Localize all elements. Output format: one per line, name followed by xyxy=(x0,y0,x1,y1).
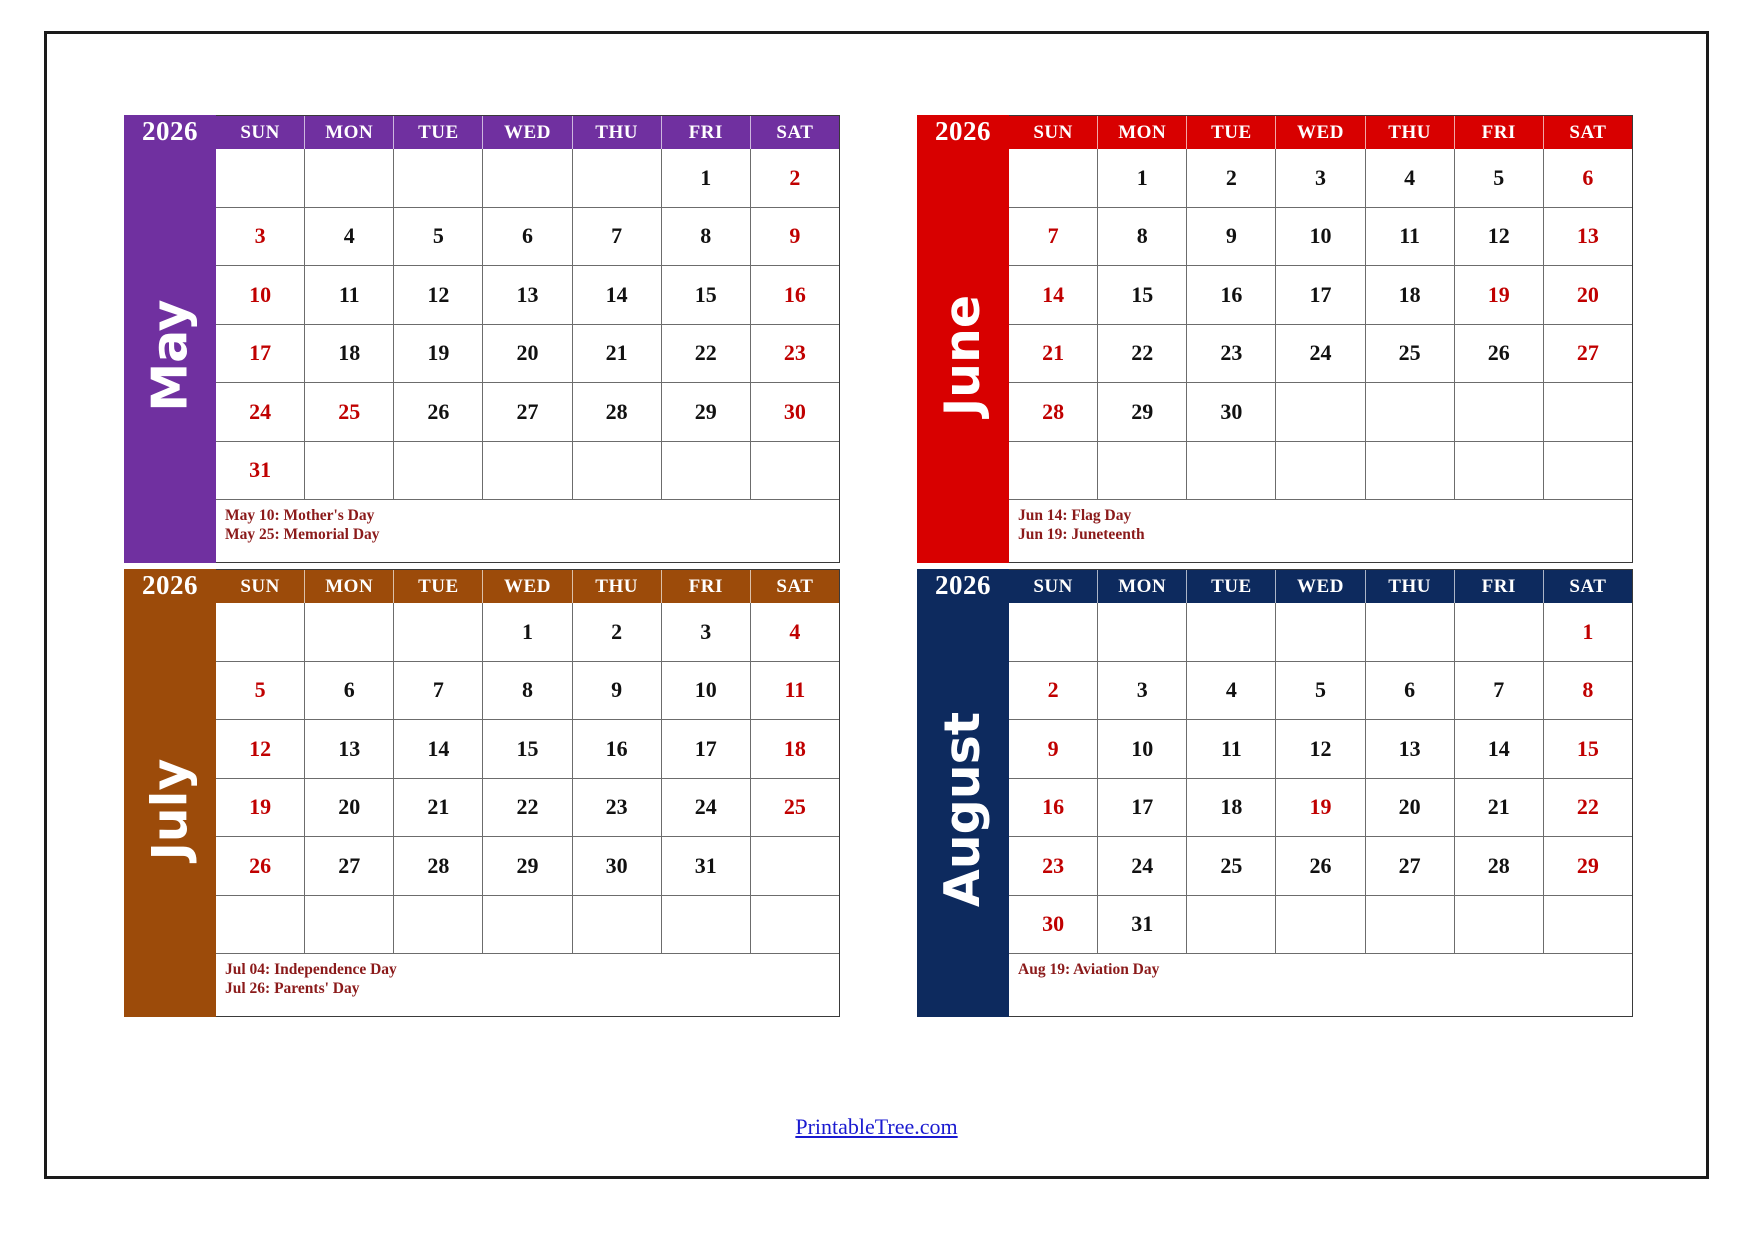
day-cell[interactable]: 18 xyxy=(783,735,806,761)
day-cell[interactable]: 19 xyxy=(1455,266,1544,324)
day-cell[interactable]: 15 xyxy=(483,720,572,778)
day-cell[interactable]: 15 xyxy=(662,266,751,324)
day-cell[interactable]: 13 xyxy=(1366,720,1455,778)
day-cell[interactable]: 10 xyxy=(662,662,751,720)
day-cell[interactable]: 20 xyxy=(483,325,572,383)
weekday-label-sun: SUN xyxy=(216,570,305,603)
day-cell[interactable]: 23 xyxy=(783,340,806,366)
day-cell[interactable]: 30 xyxy=(573,837,662,895)
day-cell[interactable]: 2 xyxy=(789,164,801,190)
day-cell-empty xyxy=(1276,896,1365,954)
day-cell[interactable]: 14 xyxy=(394,720,483,778)
day-cell[interactable]: 4 xyxy=(305,208,394,266)
week-row xyxy=(216,720,839,779)
day-cell[interactable]: 17 xyxy=(216,325,305,383)
day-cell-empty xyxy=(305,896,394,954)
weekday-label-wed: WED xyxy=(1276,570,1365,603)
day-cell[interactable]: 18 xyxy=(305,325,394,383)
weekday-label-mon: MON xyxy=(1098,116,1187,149)
day-cell[interactable]: 3 xyxy=(1276,149,1365,207)
day-cell-empty xyxy=(751,837,839,895)
day-cell[interactable]: 28 xyxy=(1455,837,1544,895)
day-cell-empty xyxy=(216,603,305,661)
footer-link[interactable]: PrintableTree.com xyxy=(795,1114,958,1139)
month-table-june xyxy=(1009,115,1633,563)
month-name-june: June xyxy=(934,294,992,417)
weeks-july xyxy=(216,603,839,954)
day-cell[interactable]: 27 xyxy=(483,383,572,441)
day-cell[interactable]: 13 xyxy=(483,266,572,324)
footer xyxy=(47,1114,1706,1140)
year-label-june: 2026 xyxy=(935,116,991,146)
day-cell[interactable]: 27 xyxy=(1366,837,1455,895)
day-cell[interactable]: 11 xyxy=(1187,720,1276,778)
weekday-header-july xyxy=(216,570,839,603)
weekday-header-may xyxy=(216,116,839,149)
day-cell[interactable]: 7 xyxy=(1455,662,1544,720)
day-cell-empty xyxy=(1366,383,1455,441)
month-name-wrap-august xyxy=(917,602,1009,1017)
week-row xyxy=(1009,837,1632,896)
weekday-label-sat: SAT xyxy=(776,121,814,143)
weekday-label-sun: SUN xyxy=(1009,570,1098,603)
day-cell-empty xyxy=(483,442,572,500)
day-cell-empty xyxy=(394,149,483,207)
month-table-july xyxy=(216,569,840,1017)
month-block-july xyxy=(124,569,840,1017)
day-cell[interactable]: 30 xyxy=(1187,383,1276,441)
week-row xyxy=(1009,325,1632,384)
notes-july xyxy=(216,954,839,1016)
day-cell-empty xyxy=(1187,896,1276,954)
day-cell[interactable]: 27 xyxy=(305,837,394,895)
weekday-label-wed: WED xyxy=(1276,116,1365,149)
day-cell[interactable]: 9 xyxy=(1187,208,1276,266)
day-cell[interactable]: 14 xyxy=(573,266,662,324)
day-cell[interactable]: 21 xyxy=(1455,779,1544,837)
holiday-note: Jul 26: Parents' Day xyxy=(225,979,360,997)
calendar-grid xyxy=(47,34,1706,1176)
day-cell-empty xyxy=(662,442,751,500)
month-spine-august xyxy=(917,569,1009,1017)
week-row xyxy=(1009,266,1632,325)
weekday-label-tue: TUE xyxy=(394,116,483,149)
day-cell[interactable]: 20 xyxy=(1366,779,1455,837)
week-row xyxy=(216,325,839,384)
day-cell[interactable]: 17 xyxy=(1276,266,1365,324)
day-cell[interactable]: 12 xyxy=(1455,208,1544,266)
day-cell[interactable]: 18 xyxy=(1366,266,1455,324)
day-cell-empty xyxy=(751,896,839,954)
day-cell-empty xyxy=(1544,383,1632,441)
holiday-note: Aug 19: Aviation Day xyxy=(1018,961,1160,978)
day-cell-empty xyxy=(1009,603,1098,661)
weekday-label-sat: SAT xyxy=(1569,575,1607,597)
weekday-label-sun: SUN xyxy=(1009,116,1098,149)
weekday-label-thu: THU xyxy=(1366,570,1455,603)
day-cell[interactable]: 1 xyxy=(483,603,572,661)
day-cell[interactable]: 31 xyxy=(216,442,305,500)
weekday-label-fri: FRI xyxy=(662,570,751,603)
day-cell[interactable]: 13 xyxy=(1576,223,1599,249)
day-cell[interactable]: 22 xyxy=(662,325,751,383)
weekday-label-fri: FRI xyxy=(1455,116,1544,149)
holiday-note: Jul 04: Independence Day xyxy=(225,961,397,978)
day-cell[interactable]: 25 xyxy=(305,383,394,441)
day-cell[interactable]: 6 xyxy=(1582,164,1594,190)
day-cell-empty xyxy=(1366,603,1455,661)
holiday-note: May 10: Mother's Day xyxy=(225,507,375,524)
day-cell-empty xyxy=(305,442,394,500)
day-cell[interactable]: 9 xyxy=(789,223,801,249)
day-cell-empty xyxy=(573,149,662,207)
day-cell[interactable]: 13 xyxy=(305,720,394,778)
day-cell[interactable]: 17 xyxy=(662,720,751,778)
month-name-may: May xyxy=(141,299,199,412)
day-cell-empty xyxy=(394,442,483,500)
week-row xyxy=(216,208,839,267)
day-cell[interactable]: 2 xyxy=(1187,149,1276,207)
day-cell[interactable]: 11 xyxy=(305,266,394,324)
day-cell[interactable]: 22 xyxy=(483,779,572,837)
weekday-label-mon: MON xyxy=(305,570,394,603)
day-cell[interactable]: 8 xyxy=(1582,677,1594,703)
day-cell-empty xyxy=(1544,896,1632,954)
day-cell[interactable]: 7 xyxy=(573,208,662,266)
weekday-label-fri: FRI xyxy=(1455,570,1544,603)
month-name-wrap-june xyxy=(917,148,1009,563)
week-row xyxy=(216,779,839,838)
day-cell[interactable]: 26 xyxy=(394,383,483,441)
day-cell[interactable]: 31 xyxy=(662,837,751,895)
day-cell[interactable]: 16 xyxy=(573,720,662,778)
day-cell[interactable]: 23 xyxy=(1009,837,1098,895)
weeks-august xyxy=(1009,603,1632,954)
weekday-label-wed: WED xyxy=(483,116,572,149)
day-cell[interactable]: 19 xyxy=(216,779,305,837)
day-cell[interactable]: 3 xyxy=(1098,662,1187,720)
day-cell[interactable]: 23 xyxy=(1187,325,1276,383)
day-cell[interactable]: 31 xyxy=(1098,896,1187,954)
weekday-label-thu: THU xyxy=(573,116,662,149)
day-cell[interactable]: 7 xyxy=(1009,208,1098,266)
day-cell-empty xyxy=(662,896,751,954)
day-cell-empty xyxy=(573,442,662,500)
day-cell-empty xyxy=(1455,383,1544,441)
day-cell-empty xyxy=(1276,603,1365,661)
day-cell[interactable]: 29 xyxy=(483,837,572,895)
day-cell[interactable]: 16 xyxy=(1009,779,1098,837)
month-block-august xyxy=(917,569,1633,1017)
day-cell[interactable]: 21 xyxy=(394,779,483,837)
day-cell[interactable]: 11 xyxy=(784,677,806,703)
weekday-label-thu: THU xyxy=(1366,116,1455,149)
day-cell[interactable]: 15 xyxy=(1098,266,1187,324)
day-cell[interactable]: 28 xyxy=(394,837,483,895)
day-cell-empty xyxy=(1276,442,1365,500)
day-cell[interactable]: 26 xyxy=(1276,837,1365,895)
day-cell[interactable]: 29 xyxy=(662,383,751,441)
day-cell-empty xyxy=(483,896,572,954)
day-cell[interactable]: 10 xyxy=(1276,208,1365,266)
day-cell-empty xyxy=(751,442,839,500)
day-cell[interactable]: 25 xyxy=(1187,837,1276,895)
day-cell[interactable]: 16 xyxy=(1187,266,1276,324)
day-cell-empty xyxy=(1098,603,1187,661)
day-cell[interactable]: 23 xyxy=(573,779,662,837)
month-name-august: August xyxy=(934,711,992,908)
week-row xyxy=(216,383,839,442)
weekday-label-wed: WED xyxy=(483,570,572,603)
day-cell[interactable]: 11 xyxy=(1366,208,1455,266)
day-cell[interactable]: 5 xyxy=(1455,149,1544,207)
day-cell[interactable]: 6 xyxy=(305,662,394,720)
day-cell-empty xyxy=(1455,896,1544,954)
day-cell[interactable]: 15 xyxy=(1576,735,1599,761)
week-row xyxy=(216,442,839,501)
day-cell[interactable]: 1 xyxy=(1582,618,1594,644)
weekday-label-thu: THU xyxy=(573,570,662,603)
year-label-august: 2026 xyxy=(935,570,991,600)
day-cell[interactable]: 10 xyxy=(1098,720,1187,778)
day-cell-empty xyxy=(216,149,305,207)
day-cell[interactable]: 25 xyxy=(783,794,806,820)
day-cell[interactable]: 2 xyxy=(1009,662,1098,720)
weekday-label-fri: FRI xyxy=(662,116,751,149)
month-name-wrap-july xyxy=(124,602,216,1017)
day-cell[interactable]: 27 xyxy=(1576,340,1599,366)
day-cell[interactable]: 28 xyxy=(1009,383,1098,441)
month-block-june xyxy=(917,115,1633,563)
week-row xyxy=(216,603,839,662)
week-row xyxy=(1009,662,1632,721)
year-label-july: 2026 xyxy=(142,570,198,600)
day-cell-empty xyxy=(1187,603,1276,661)
day-cell[interactable]: 4 xyxy=(1187,662,1276,720)
week-row xyxy=(1009,442,1632,501)
month-spine-june xyxy=(917,115,1009,563)
day-cell[interactable]: 20 xyxy=(305,779,394,837)
weeks-may xyxy=(216,149,839,500)
day-cell[interactable]: 21 xyxy=(573,325,662,383)
day-cell[interactable]: 4 xyxy=(1366,149,1455,207)
week-row xyxy=(1009,720,1632,779)
month-name-july: July xyxy=(141,758,199,861)
day-cell-empty xyxy=(1366,896,1455,954)
holiday-note: Jun 19: Juneteenth xyxy=(1018,525,1145,543)
week-row xyxy=(1009,603,1632,662)
day-cell[interactable]: 28 xyxy=(573,383,662,441)
day-cell[interactable]: 12 xyxy=(216,720,305,778)
day-cell-empty xyxy=(1098,442,1187,500)
month-table-august xyxy=(1009,569,1633,1017)
day-cell-empty xyxy=(305,149,394,207)
day-cell[interactable]: 8 xyxy=(1098,208,1187,266)
day-cell-empty xyxy=(1455,442,1544,500)
day-cell-empty xyxy=(305,603,394,661)
day-cell[interactable]: 17 xyxy=(1098,779,1187,837)
day-cell[interactable]: 6 xyxy=(483,208,572,266)
day-cell[interactable]: 19 xyxy=(1276,779,1365,837)
week-row xyxy=(216,837,839,896)
day-cell[interactable]: 5 xyxy=(216,662,305,720)
weekday-label-tue: TUE xyxy=(1187,570,1276,603)
day-cell[interactable]: 24 xyxy=(1098,837,1187,895)
weekday-label-tue: TUE xyxy=(394,570,483,603)
weekday-label-mon: MON xyxy=(1098,570,1187,603)
day-cell[interactable]: 22 xyxy=(1576,794,1599,820)
weekday-header-august xyxy=(1009,570,1632,603)
day-cell[interactable]: 3 xyxy=(216,208,305,266)
holiday-note: May 25: Memorial Day xyxy=(225,525,380,543)
week-row xyxy=(1009,779,1632,838)
day-cell[interactable]: 29 xyxy=(1576,852,1599,878)
notes-may xyxy=(216,500,839,562)
weekday-label-mon: MON xyxy=(305,116,394,149)
day-cell-empty xyxy=(1187,442,1276,500)
day-cell-empty xyxy=(1009,442,1098,500)
day-cell-empty xyxy=(1366,442,1455,500)
month-name-wrap-may xyxy=(124,148,216,563)
week-row xyxy=(216,149,839,208)
day-cell-empty xyxy=(1455,603,1544,661)
day-cell[interactable]: 5 xyxy=(394,208,483,266)
day-cell[interactable]: 26 xyxy=(1455,325,1544,383)
weekday-label-sat: SAT xyxy=(1569,121,1607,143)
day-cell[interactable]: 29 xyxy=(1098,383,1187,441)
day-cell-empty xyxy=(483,149,572,207)
day-cell[interactable]: 1 xyxy=(1098,149,1187,207)
day-cell-empty xyxy=(573,896,662,954)
day-cell[interactable]: 14 xyxy=(1009,266,1098,324)
day-cell[interactable]: 19 xyxy=(394,325,483,383)
day-cell[interactable]: 12 xyxy=(394,266,483,324)
day-cell[interactable]: 24 xyxy=(662,779,751,837)
month-table-may xyxy=(216,115,840,563)
month-spine-may xyxy=(124,115,216,563)
day-cell[interactable]: 20 xyxy=(1576,281,1599,307)
day-cell[interactable]: 1 xyxy=(662,149,751,207)
weeks-june xyxy=(1009,149,1632,500)
holiday-note: Jun 14: Flag Day xyxy=(1018,507,1132,524)
calendar-page xyxy=(44,31,1709,1179)
day-cell-empty xyxy=(1276,383,1365,441)
day-cell-empty xyxy=(394,603,483,661)
day-cell[interactable]: 2 xyxy=(573,603,662,661)
weekday-label-tue: TUE xyxy=(1187,116,1276,149)
day-cell-empty xyxy=(1544,442,1632,500)
week-row xyxy=(1009,896,1632,955)
day-cell[interactable]: 21 xyxy=(1009,325,1098,383)
day-cell[interactable]: 8 xyxy=(662,208,751,266)
month-spine-july xyxy=(124,569,216,1017)
day-cell[interactable]: 25 xyxy=(1366,325,1455,383)
day-cell[interactable]: 3 xyxy=(662,603,751,661)
weekday-label-sat: SAT xyxy=(776,575,814,597)
day-cell[interactable]: 8 xyxy=(483,662,572,720)
day-cell[interactable]: 5 xyxy=(1276,662,1365,720)
weekday-header-june xyxy=(1009,116,1632,149)
week-row xyxy=(216,662,839,721)
day-cell[interactable]: 9 xyxy=(1009,720,1098,778)
day-cell[interactable]: 22 xyxy=(1098,325,1187,383)
month-block-may xyxy=(124,115,840,563)
week-row xyxy=(1009,383,1632,442)
weekday-label-sun: SUN xyxy=(216,116,305,149)
day-cell[interactable]: 10 xyxy=(216,266,305,324)
day-cell[interactable]: 18 xyxy=(1187,779,1276,837)
week-row xyxy=(1009,149,1632,208)
week-row xyxy=(216,896,839,955)
day-cell[interactable]: 24 xyxy=(1276,325,1365,383)
year-label-may: 2026 xyxy=(142,116,198,146)
day-cell[interactable]: 14 xyxy=(1455,720,1544,778)
week-row xyxy=(216,266,839,325)
notes-august xyxy=(1009,954,1632,1016)
day-cell-empty xyxy=(1009,149,1098,207)
day-cell[interactable]: 6 xyxy=(1366,662,1455,720)
day-cell[interactable]: 12 xyxy=(1276,720,1365,778)
day-cell[interactable]: 16 xyxy=(783,281,806,307)
day-cell-empty xyxy=(216,896,305,954)
day-cell[interactable]: 7 xyxy=(394,662,483,720)
day-cell-empty xyxy=(394,896,483,954)
day-cell[interactable]: 30 xyxy=(1009,896,1098,954)
notes-june xyxy=(1009,500,1632,562)
week-row xyxy=(1009,208,1632,267)
day-cell[interactable]: 9 xyxy=(573,662,662,720)
day-cell[interactable]: 30 xyxy=(783,398,806,424)
day-cell[interactable]: 26 xyxy=(216,837,305,895)
day-cell[interactable]: 24 xyxy=(216,383,305,441)
day-cell[interactable]: 4 xyxy=(789,618,801,644)
